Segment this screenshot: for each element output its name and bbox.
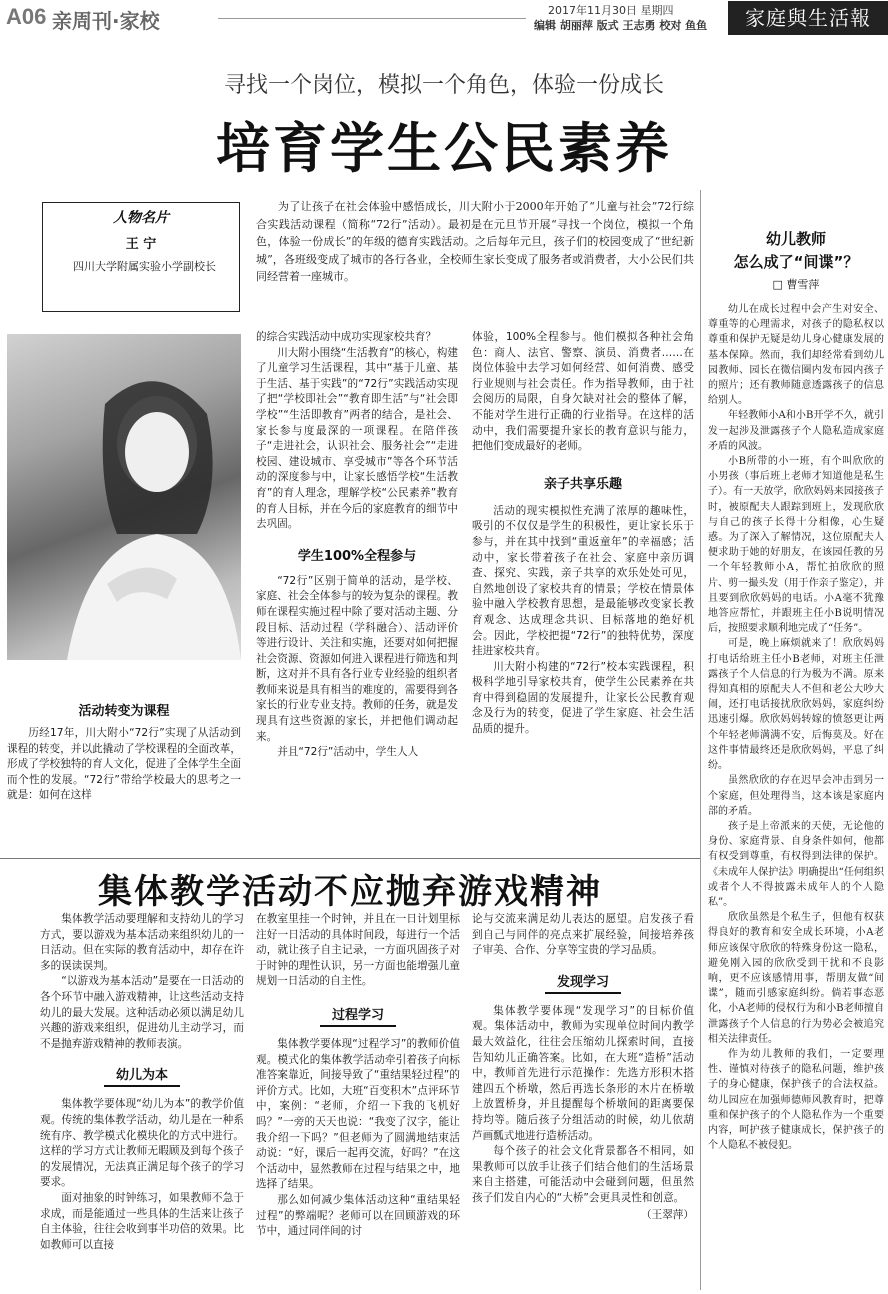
- a2c1-para3: 集体教学要体现“幼儿为本”的教学价值观。传统的集体教学活动，幼儿是在一种系统有序、教学模式化模块化的方式中进行。这样的学习方式让教师无暇顾及到每个孩子的发展情况，无法真正满足每个孩子的学习要求。: [40, 1098, 244, 1189]
- profile-card: [42, 202, 240, 312]
- sidebar-para: 可是，晚上麻烦就来了！欣欣妈妈打电话给班主任小B老师，对班主任泄露孩子个人信息的行为极为不满。原来得知真相的原配夫人不但和老公大吵大闹，还打电话接扰欣欣妈妈，家庭纠纷迅速引爆。欣欣妈妈转嫁的愤怒更让两个年轻老师满满不安，后悔莫及。好在这件事情最终还是欣欣妈妈，平息了纠纷。: [708, 638, 884, 772]
- article1-title: 培育学生公民素养: [216, 116, 672, 180]
- editors-line: 编辑 胡丽萍 版式 王志勇 校对 鱼鱼: [534, 19, 708, 32]
- article1-lead: 为了让孩子在社会体验中感悟成长，川大附小于2000年开始了“儿童与社会”72行综合实践活动课程（简称“72行”活动）。最初是在元旦节开展“寻找一个岗位，模拟一个角色，体验一份成长”的年级的德育实践活动。之后每年元旦，孩子们的校园变成了“世纪新城”，各班级变成了城市的各行各业，全校师生家长变成了服务者或消费者，大小公民们共同经营着一座城市。: [256, 200, 694, 283]
- col3-para3: 川大附小构建的“72行”校本实践课程，积极科学地引导家校共育，使学生公民素养在共育中得到稳固的发展提升，让家长公民教育观念及行为的转变，促进了学生家庭、社会生活品质的提升。: [472, 660, 694, 736]
- col2-para3: “72行”区别于简单的活动，是学校、家庭、社会全体参与的较为复杂的课程。教师在课程实施过程中除了要对活动主题、分段目标、活动过程（学科融合）、活动评价等进行设计、关注和实施，还要对如何把握社会资源、资源如何进入课程进行筛选和判断，这对并不具有各行业专业经验的组织者教师来说是具有相当的难度的，需要得到各家长的行业专业支持。教师的任务，就是发现具有这些资源的家长，并把他们调动起来。: [256, 574, 458, 743]
- profile-desc: 四川大学附属实验小学副校长: [73, 260, 216, 273]
- article2-col3: [472, 912, 694, 1222]
- issue-date: 2017年11月30日 星期四: [548, 4, 674, 17]
- col2-para4: 并且“72行”活动中，学生人人: [277, 746, 419, 759]
- col2-para2: 川大附小围绕“生活教育”的核心，构建了儿童学习生活课程，其中“基于儿童、基于生活、基于实践”的“72行”实践活动实现了把“学校即社会”“教育即生活”与“社会即学校”“生活即教育”两者的结合，是社会、家长参与度最深的一项课程。在陪伴孩子“走进社会，认识社会、服务社会”“走进校园、建设城市、享受城市”等各个环节活动的深度参与中，让家长感悟学校“生活教育”的育人理念，理解学校“公民素养”教育的育人目标，并在今后的家庭教育的细节中去巩固。: [256, 346, 458, 531]
- sidebar-para: 孩子是上帝派来的天使，无论他的身份、家庭背景、自身条件如何，他都有权受到尊重，有权得到法律的保护。《未成年人保护法》明确提出“任何组织或者个人不得披露未成年人的个人隐私”。: [708, 820, 884, 908]
- sidebar-title-line1: 幼儿教师: [765, 230, 826, 248]
- a2c3-para1: 论与交流来满足幼儿表达的愿望。启发孩子看到自己与同伴的亮点来扩展经验，间接培养孩子审美、合作、分享等宝贵的学习品质。: [472, 913, 694, 957]
- col2-para1: 的综合实践活动中成功实现家校共育？: [256, 331, 437, 343]
- sidebar-byline: □ 曹雪萍: [772, 278, 820, 291]
- sidebar-para: 作为幼儿教师的我们，一定要理性、谨慎对待孩子的隐私问题，维护孩子的身心健康，保护孩子的合法权益。幼儿园应在加强师德师风教育时，把尊重和保护孩子的个人隐私作为一个重要内容，呵护孩子健康成长，保护孩子的个人隐私不被侵犯。: [708, 1048, 884, 1152]
- section-name: 亲周刊·家校: [52, 9, 160, 33]
- col3-para2: 活动的现实模拟性充满了浓厚的趣味性，吸引的不仅仅是学生的积极性，更让家长乐于参与，并在其中找到“重返童年”的幸福感；活动中，家长带着孩子在社会、家庭中亲历调查、探究、实践，亲子共享的欢乐处处可见，自然地创设了家校共育的情景；学校在情景体验中融入学校教育思想，是最能够改变家长教育观念、达成理念共识、目标落地的绝好机会。因此，学校把提“72行”的独特优势，深度挂进家校共育。: [472, 504, 694, 658]
- profile-name: 王 宁: [125, 237, 157, 252]
- heading-discovery-learning: 发现学习: [545, 971, 621, 994]
- sidebar-para: 小B所带的小一班，有个叫欣欣的小男孩（事后班上老师才知道他是私生子）。有一天放学，欣欣妈妈来园接孩子时，被原配夫人跟踪到班上，发现欣欣与自己的孩子长得十分相像，心生疑惑。为了深入了解情况，这位原配夫人便求助于她的好朋友，在该园任教的另一个年轻教师小A，帮忙拍欣欣的照片、剪一撮头发（用于作亲子鉴定），并且要到欣欣妈妈的电话。小A毫不犹豫地答应帮忙，并跟班主任小B说明情况后，按照要求顺利地完成了“任务”。: [708, 456, 884, 635]
- sidebar-para: 欣欣虽然是个私生子，但他有权获得良好的教育和安全成长环境，小A老师应该保守欣欣的特殊身份这一隐私，避免刚入园的欣欣受到干扰和不良影响，更不应该感情用事，帮朋友做“间谍”，随而引感家庭纠纷。倘若事态恶化，小A老师的侵权行为和小B老师擅自泄露孩子个人信息的行为势必会被追究相关法律责任。: [708, 912, 884, 1045]
- a2c1-para4: 面对抽象的时钟练习，如果教师不急于求成，而是能通过一些具体的生活来让孩子自主体验，往往会收到事半功倍的效果。比如教师可以直接: [40, 1191, 244, 1251]
- portrait-photo: [7, 334, 241, 660]
- a2c2-para1: 在教室里挂一个时钟，并且在一日计划里标注好一日活动的具体时间段，每进行一个活动，就让孩子自主记录，一方面巩固孩子对于时钟的理性认识，另一方面也能增强儿童规划一日活动的自主性。: [256, 913, 460, 988]
- heading-child-centered: 幼儿为本: [104, 1064, 180, 1087]
- a2c2-para2: 集体教学要体现“过程学习”的教师价值观。模式化的集体教学活动牵引着孩子向标准答案靠近，间接导致了“重结果轻过程”的评价方式。比如，大班“百变积木”点评环节中，案例：“老师，介绍一下我的飞机好吗？”一旁的天天也说：“我变了汉字，能让我介绍一下吗？”但老师为了圆满地结束活动说：“好，课后一起再交流，好吗？”在这个活动中，显然教师在过程与结果之中，地选择了结果。: [256, 1037, 460, 1191]
- page-code: A06: [6, 4, 47, 29]
- article1-col3: [472, 330, 694, 738]
- a2c1-para2: “以游戏为基本活动”是要在一日活动的各个环节中融入游戏精神，让这些活动支持幼儿的最大发展。这种活动必须以满足幼儿兴趣的游戏来组织，促进幼儿主动学习，而不是抛弃游戏精神的教师表演。: [40, 975, 244, 1050]
- sidebar-title-line2: 怎么成了“间谍”？: [733, 253, 859, 271]
- a2c2-para3: 那么如何减少集体活动这种“重结果轻过程”的弊端呢？老师可以在回顾游戏的环节中，通过同伴间的讨: [256, 1193, 460, 1238]
- sidebar-para: 年轻教师小A和小B开学不久，就引发一起涉及泄露孩子个人隐私造成家庭矛盾的风波。: [708, 410, 884, 452]
- article2-title: 集体教学活动不应抛弃游戏精神: [98, 872, 602, 912]
- article1-col2: [256, 330, 458, 761]
- article2-col1: [40, 912, 244, 1253]
- sidebar-article: [708, 228, 884, 1153]
- article2-byline: （王翠萍）: [641, 1208, 694, 1221]
- a2c3-para2: 集体教学要体现“发现学习”的目标价值观。集体活动中，教师为实现单位时间内教学最大效益化，往往会压缩幼儿探索时间，直接告知幼儿正确答案。比如，在大班“造桥”活动中，教师首先进行示范操作：先选方形积木搭建四五个桥墩，然后再选长条形的木片在桥墩上放置桥身，并且提醒每个桥墩间的距离要保持均等。随后孩子分组活动的时候，幼儿依葫芦画瓢式地进行造桥活动。: [472, 1004, 694, 1142]
- a2c3-para3: 每个孩子的社会文化背景都各不相同，如果教师可以放手让孩子们结合他们的生活场景来自主搭建，可能活动中会碰到问题，但虽然孩子们发自内心的“大桥”会更具灵性和创意。: [472, 1145, 694, 1204]
- column-logo: 家庭與生活報: [728, 1, 888, 35]
- col3-para1: 体验，100%全程参与。他们模拟各种社会角色：商人、法官、警察、演员、消费者……在岗位体验中去学习如何经营、如何消费、感受行业规则与社会责任。作为指导教师，由于社会阅历的局限，自身欠缺对社会的整体了解，不能对学生进行正确的行业指导。在这样的活动中，我们需要提升家长的教育意识与能力，把他们变成最好的老师。: [472, 331, 694, 453]
- sidebar-para: 幼儿在成长过程中会产生对安全、尊重等的心理需求，对孩子的隐私权以尊重和保护无疑是幼儿身心健康发展的基本保障。然而，我们却经常看到幼儿园教师、园长在微信圈内发布园内孩子的照片；还有教师随意透露孩子的信息给别人。: [708, 304, 884, 407]
- masthead: [0, 0, 888, 38]
- heading-parent-child-fun: 亲子共享乐趣: [543, 476, 622, 492]
- profile-header: 人物名片: [113, 210, 169, 226]
- heading-activity-to-course: 活动转变为课程: [78, 704, 170, 719]
- sidebar-para: 虽然欣欣的存在迟早会冲击到另一个家庭，但处理得当，这本该是家庭内部的矛盾。: [708, 775, 884, 817]
- article1-col1-text: 历经17年，川大附小“72行”实现了从活动到课程的转变，并以此撬动了学校课程的全面改革，形成了学校独特的育人文化，促进了全体学生全面而个性的发展。“72行”带给学校最大的思考之一就是：如何在这样: [7, 727, 241, 802]
- heading-process-learning: 过程学习: [320, 1004, 396, 1027]
- article1-subtitle: 寻找一个岗位，模拟一个角色，体验一份成长: [223, 73, 664, 98]
- article2-col2: [256, 912, 460, 1240]
- a2c1-para1: 集体教学活动要理解和支持幼儿的学习方式，要以游戏为基本活动来组织幼儿的一日活动。但在实际的教育活动中，却存在许多的误读误判。: [40, 913, 244, 972]
- heading-full-participation: 学生100%全程参与: [297, 548, 417, 564]
